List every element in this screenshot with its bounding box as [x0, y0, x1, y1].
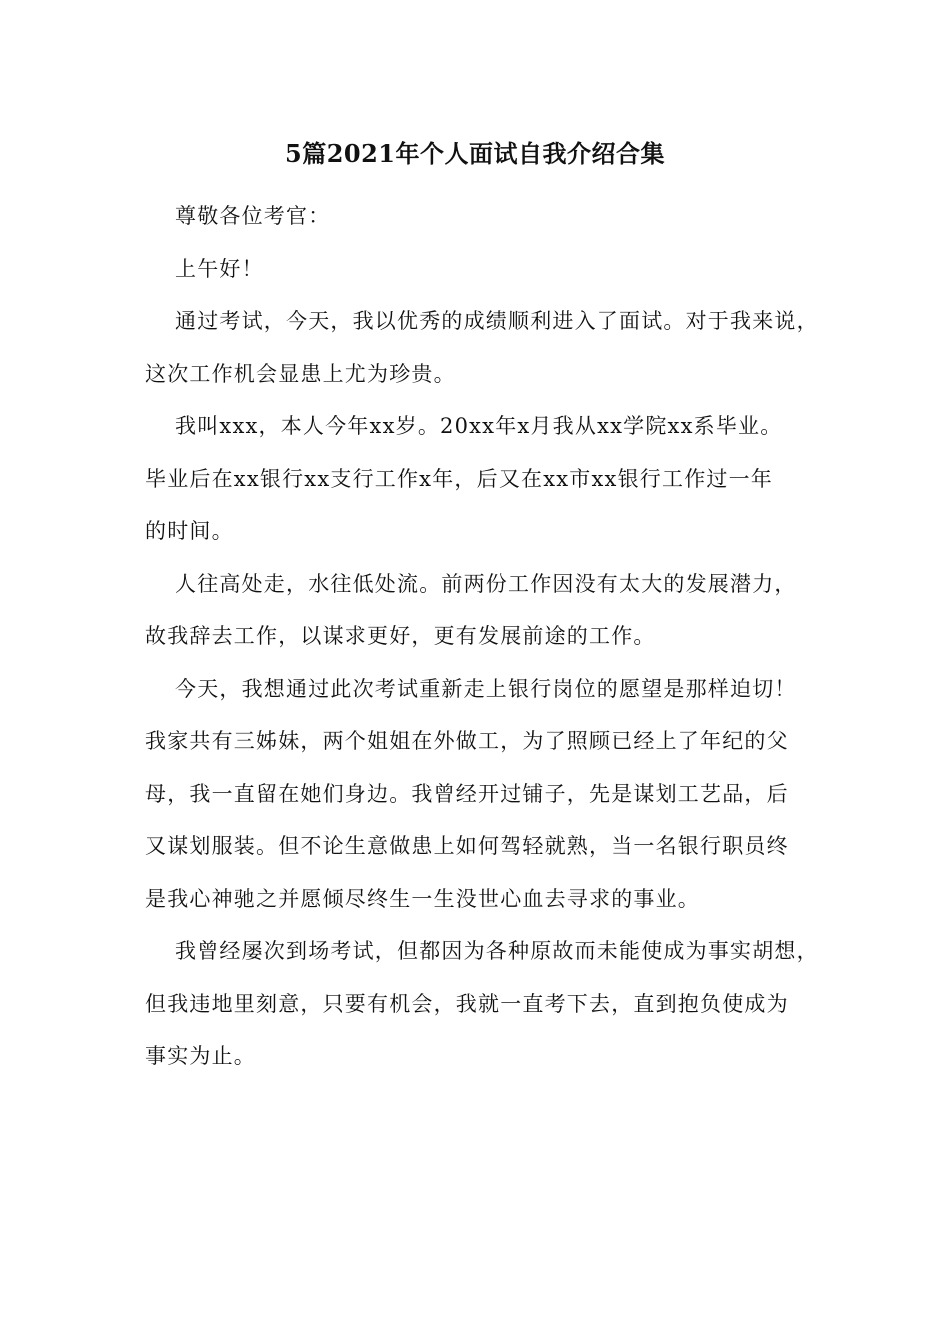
- text-line: 我家共有三姊妹，两个姐姐在外做工，为了照顾已经上了年纪的父: [145, 729, 789, 753]
- text-line: 又谋划服装。但不论生意做患上如何驾轻就熟，当一名银行职员终: [145, 834, 789, 858]
- text-line: 毕业后在xx银行xx支行工作x年，后又在xx市xx银行工作过一年: [145, 466, 773, 491]
- text-line: 我曾经屡次到场考试，但都因为各种原故而未能使成为事实胡想，: [175, 939, 819, 963]
- text-line: 是我心神驰之并愿倾尽终生一生没世心血去寻求的事业。: [145, 886, 700, 911]
- text-line: 人往高处走，水往低处流。前两份工作因没有太大的发展潜力，: [175, 571, 797, 596]
- text-line: 我叫xxx，本人今年xx岁。20xx年x月我从xx学院xx系毕业。: [175, 414, 783, 438]
- paragraph-salutation: [145, 190, 835, 243]
- paragraph-determination: [145, 925, 835, 1083]
- text-line: 的时间。: [145, 519, 234, 543]
- text-line: 上午好！: [175, 256, 264, 281]
- paragraph-greeting: [145, 243, 835, 296]
- text-line: 事实为止。: [145, 1044, 256, 1068]
- text-line: 今天，我想通过此次考试重新走上银行岗位的愿望是那样迫切！: [175, 676, 797, 701]
- document-title: 5篇2021年个人面试自我介绍合集: [285, 139, 665, 168]
- text-line: 母，我一直留在她们身边。我曾经开过铺子，先是谋划工艺品，后: [145, 781, 789, 806]
- paragraph-motivation: [145, 663, 835, 926]
- text-line: 尊敬各位考官：: [175, 204, 331, 228]
- paragraph-career-change: [145, 558, 835, 663]
- text-line: 通过考试，今天，我以优秀的成绩顺利进入了面试。对于我来说，: [175, 309, 819, 333]
- paragraph-intro: [145, 295, 835, 400]
- document-body: [145, 190, 835, 1083]
- paragraph-background: [145, 400, 835, 558]
- text-line: 这次工作机会显患上尤为珍贵。: [145, 361, 456, 386]
- text-line: 故我辞去工作，以谋求更好，更有发展前途的工作。: [145, 624, 656, 648]
- text-line: 但我违地里刻意，只要有机会，我就一直考下去，直到抱负使成为: [145, 991, 789, 1016]
